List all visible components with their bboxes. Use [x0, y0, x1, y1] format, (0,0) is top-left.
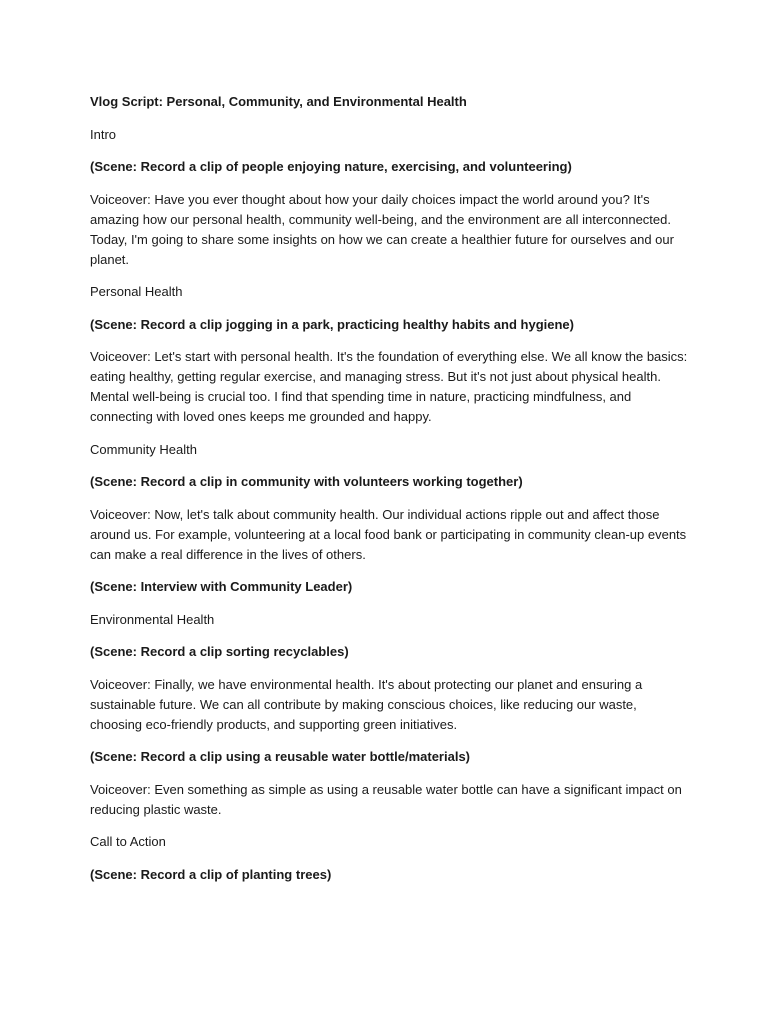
scene-direction: (Scene: Record a clip jogging in a park, practicing healthy habits and hygiene) — [90, 316, 574, 332]
voiceover-paragraph: Voiceover: Even something as simple as using a reusable water bottle can have a significant impact on reducing plastic waste. — [90, 781, 682, 817]
section-heading-call-to-action: Call to Action — [90, 834, 166, 849]
scene-direction: (Scene: Record a clip of people enjoying nature, exercising, and volunteering) — [90, 159, 572, 174]
document-title: Vlog Script: Personal, Community, and Environmental Health — [90, 94, 467, 109]
scene-direction: (Scene: Record a clip using a reusable water bottle/materials) — [90, 749, 471, 764]
section-heading-environmental-health: Environmental Health — [90, 611, 215, 627]
voiceover-paragraph: Voiceover: Finally, we have environmental health. It's about protecting our planet and ensuring a sustainable future. We can all contribute by making conscious choices, like reducing our waste, choosing eco-friendly products, and supporting green initiatives. — [90, 676, 643, 732]
document-page — [90, 92, 690, 897]
scene-direction: (Scene: Interview with Community Leader) — [90, 579, 353, 594]
voiceover-paragraph: Voiceover: Have you ever thought about how your daily choices impact the world around you? It's amazing how our personal health, community well-being, and the environment are all interconnected. Today, I'm going to share some insights on how we can create a healthier future for ourselves and our planet. — [90, 191, 674, 267]
voiceover-paragraph: Voiceover: Now, let's talk about community health. Our individual actions ripple out and affect those around us. For example, volunteering at a local food bank or participating in community clean-up events can make a real difference in the lives of others. — [90, 506, 687, 562]
scene-direction: (Scene: Record a clip sorting recyclables) — [90, 644, 349, 659]
voiceover-paragraph: Voiceover: Let's start with personal health. It's the foundation of everything else. We all know the basics: eating healthy, getting regular exercise, and managing stress. But it's not just about physical health. Mental well-being is crucial too. I find that spending time in nature, practicing mindfulness, and connecting with loved ones keeps me grounded and happy. — [90, 349, 688, 424]
section-heading-personal-health: Personal Health — [90, 284, 183, 299]
scene-direction: (Scene: Record a clip in community with volunteers working together) — [90, 474, 523, 489]
section-heading-intro: Intro — [90, 126, 117, 142]
section-heading-community-health: Community Health — [90, 441, 197, 457]
scene-direction: (Scene: Record a clip of planting trees) — [90, 866, 332, 882]
